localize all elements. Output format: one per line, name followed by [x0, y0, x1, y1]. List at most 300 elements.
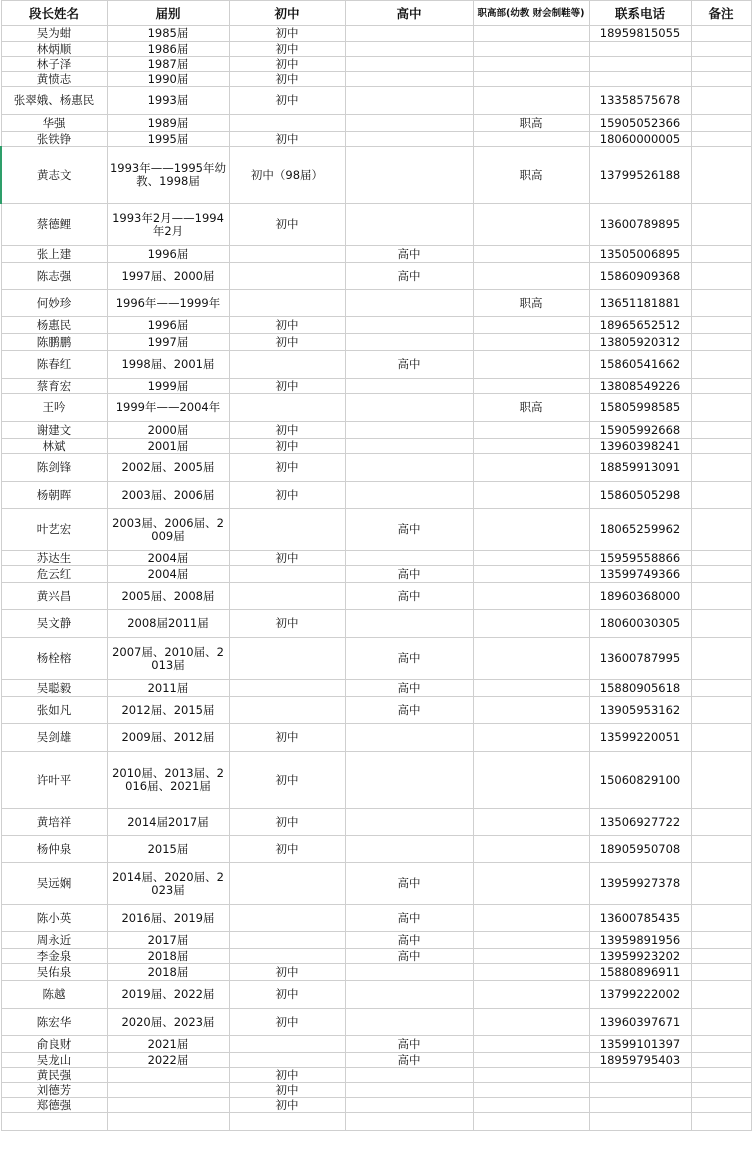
cell-senior[interactable] — [345, 115, 473, 132]
cell-name[interactable]: 周永近 — [1, 932, 107, 949]
cell-note[interactable] — [691, 610, 751, 638]
cell-note[interactable] — [691, 57, 751, 72]
cell-name[interactable]: 黄民强 — [1, 1068, 107, 1083]
cell-name[interactable]: 陈剑锋 — [1, 454, 107, 482]
cell-class[interactable]: 1989届 — [107, 115, 229, 132]
cell-vocational[interactable] — [473, 422, 589, 439]
cell-junior[interactable]: 初中 — [229, 26, 345, 42]
cell-vocational[interactable] — [473, 132, 589, 147]
cell-phone[interactable] — [589, 1098, 691, 1113]
cell-class[interactable]: 2007届、2010届、2013届 — [107, 638, 229, 680]
cell-note[interactable] — [691, 638, 751, 680]
cell-name[interactable]: 林炳顺 — [1, 42, 107, 57]
cell-phone[interactable]: 13651181881 — [589, 290, 691, 317]
cell-vocational[interactable] — [473, 87, 589, 115]
cell-class[interactable]: 2017届 — [107, 932, 229, 949]
cell-name[interactable]: 俞良财 — [1, 1036, 107, 1053]
cell-senior[interactable]: 高中 — [345, 509, 473, 551]
cell-junior[interactable]: 初中 — [229, 1083, 345, 1098]
cell-senior[interactable]: 高中 — [345, 932, 473, 949]
cell-name[interactable]: 郑德强 — [1, 1098, 107, 1113]
cell-note[interactable] — [691, 1098, 751, 1113]
cell-junior[interactable]: 初中 — [229, 981, 345, 1009]
cell-junior[interactable] — [229, 115, 345, 132]
cell-phone[interactable]: 13959923202 — [589, 949, 691, 964]
cell-class[interactable]: 1996年——1999年 — [107, 290, 229, 317]
cell-junior[interactable]: 初中 — [229, 87, 345, 115]
cell-vocational[interactable] — [473, 439, 589, 454]
cell-phone[interactable] — [589, 57, 691, 72]
cell-junior[interactable] — [229, 394, 345, 422]
cell-senior[interactable]: 高中 — [345, 246, 473, 263]
cell-class[interactable]: 2002届、2005届 — [107, 454, 229, 482]
cell-junior[interactable]: 初中 — [229, 610, 345, 638]
cell-name[interactable]: 陈越 — [1, 981, 107, 1009]
cell-class[interactable]: 2021届 — [107, 1036, 229, 1053]
cell-note[interactable] — [691, 1113, 751, 1131]
cell-senior[interactable] — [345, 147, 473, 204]
cell-senior[interactable] — [345, 72, 473, 87]
cell-note[interactable] — [691, 583, 751, 610]
cell-note[interactable] — [691, 905, 751, 932]
cell-phone[interactable]: 13505006895 — [589, 246, 691, 263]
cell-vocational[interactable] — [473, 1068, 589, 1083]
cell-note[interactable] — [691, 422, 751, 439]
cell-name[interactable]: 林子泽 — [1, 57, 107, 72]
cell-name[interactable]: 陈志强 — [1, 263, 107, 290]
cell-class[interactable]: 2005届、2008届 — [107, 583, 229, 610]
cell-note[interactable] — [691, 263, 751, 290]
cell-phone[interactable]: 13799222002 — [589, 981, 691, 1009]
cell-note[interactable] — [691, 1053, 751, 1068]
cell-name[interactable]: 张如凡 — [1, 697, 107, 724]
cell-class[interactable]: 1997届、2000届 — [107, 263, 229, 290]
cell-class[interactable]: 2003届、2006届 — [107, 482, 229, 509]
cell-class[interactable]: 2008届2011届 — [107, 610, 229, 638]
cell-note[interactable] — [691, 482, 751, 509]
cell-name[interactable]: 许叶平 — [1, 752, 107, 809]
cell-senior[interactable] — [345, 964, 473, 981]
cell-phone[interactable]: 13805920312 — [589, 334, 691, 351]
cell-name[interactable]: 李金泉 — [1, 949, 107, 964]
cell-name[interactable]: 黄兴昌 — [1, 583, 107, 610]
cell-vocational[interactable] — [473, 509, 589, 551]
cell-class[interactable]: 1995届 — [107, 132, 229, 147]
cell-note[interactable] — [691, 509, 751, 551]
cell-class[interactable]: 2020届、2023届 — [107, 1009, 229, 1036]
cell-phone[interactable]: 18905950708 — [589, 836, 691, 863]
cell-senior[interactable] — [345, 204, 473, 246]
cell-vocational[interactable] — [473, 454, 589, 482]
cell-note[interactable] — [691, 26, 751, 42]
cell-senior[interactable] — [345, 439, 473, 454]
cell-name[interactable]: 陈春红 — [1, 351, 107, 379]
cell-phone[interactable]: 15880905618 — [589, 680, 691, 697]
cell-vocational[interactable] — [473, 566, 589, 583]
cell-junior[interactable] — [229, 290, 345, 317]
cell-name[interactable]: 蔡育宏 — [1, 379, 107, 394]
cell-junior[interactable]: 初中 — [229, 724, 345, 752]
cell-note[interactable] — [691, 246, 751, 263]
cell-name[interactable]: 张上建 — [1, 246, 107, 263]
cell-phone[interactable]: 15805998585 — [589, 394, 691, 422]
cell-vocational[interactable] — [473, 551, 589, 566]
cell-note[interactable] — [691, 204, 751, 246]
cell-note[interactable] — [691, 752, 751, 809]
cell-phone[interactable]: 13358575678 — [589, 87, 691, 115]
cell-note[interactable] — [691, 42, 751, 57]
cell-class[interactable]: 1997届 — [107, 334, 229, 351]
cell-vocational[interactable]: 职高 — [473, 115, 589, 132]
cell-vocational[interactable] — [473, 42, 589, 57]
cell-vocational[interactable] — [473, 583, 589, 610]
cell-senior[interactable] — [345, 1009, 473, 1036]
cell-junior[interactable]: 初中 — [229, 551, 345, 566]
cell-name[interactable]: 危云红 — [1, 566, 107, 583]
cell-vocational[interactable] — [473, 263, 589, 290]
cell-class[interactable]: 2014届、2020届、2023届 — [107, 863, 229, 905]
cell-note[interactable] — [691, 680, 751, 697]
cell-senior[interactable] — [345, 42, 473, 57]
cell-vocational[interactable] — [473, 949, 589, 964]
cell-junior[interactable] — [229, 1053, 345, 1068]
cell-note[interactable] — [691, 454, 751, 482]
cell-class[interactable]: 1993届 — [107, 87, 229, 115]
cell-junior[interactable]: 初中 — [229, 439, 345, 454]
cell-senior[interactable] — [345, 809, 473, 836]
cell-vocational[interactable] — [473, 1009, 589, 1036]
cell-vocational[interactable] — [473, 351, 589, 379]
cell-name[interactable]: 吴文静 — [1, 610, 107, 638]
cell-class[interactable]: 1996届 — [107, 317, 229, 334]
cell-vocational[interactable] — [473, 1053, 589, 1068]
cell-name[interactable]: 张翠娥、杨惠民 — [1, 87, 107, 115]
cell-name[interactable]: 黄志文 — [1, 147, 107, 204]
cell-junior[interactable]: 初中 — [229, 964, 345, 981]
cell-senior[interactable] — [345, 610, 473, 638]
cell-note[interactable] — [691, 863, 751, 905]
cell-senior[interactable]: 高中 — [345, 1053, 473, 1068]
cell-vocational[interactable]: 职高 — [473, 394, 589, 422]
cell-junior[interactable] — [229, 1113, 345, 1131]
cell-junior[interactable] — [229, 509, 345, 551]
cell-note[interactable] — [691, 132, 751, 147]
cell-junior[interactable] — [229, 949, 345, 964]
cell-senior[interactable] — [345, 379, 473, 394]
cell-class[interactable]: 2004届 — [107, 566, 229, 583]
cell-phone[interactable]: 13960398241 — [589, 439, 691, 454]
cell-class[interactable]: 1996届 — [107, 246, 229, 263]
cell-note[interactable] — [691, 317, 751, 334]
cell-junior[interactable]: 初中 — [229, 72, 345, 87]
cell-senior[interactable] — [345, 394, 473, 422]
cell-junior[interactable]: 初中（98届） — [229, 147, 345, 204]
cell-class[interactable]: 1999届 — [107, 379, 229, 394]
cell-junior[interactable]: 初中 — [229, 317, 345, 334]
cell-class[interactable]: 2018届 — [107, 964, 229, 981]
cell-phone[interactable] — [589, 42, 691, 57]
cell-phone[interactable] — [589, 1083, 691, 1098]
cell-senior[interactable] — [345, 551, 473, 566]
cell-note[interactable] — [691, 290, 751, 317]
cell-class[interactable]: 2012届、2015届 — [107, 697, 229, 724]
cell-note[interactable] — [691, 724, 751, 752]
cell-junior[interactable] — [229, 680, 345, 697]
cell-junior[interactable]: 初中 — [229, 132, 345, 147]
cell-class[interactable]: 1998届、2001届 — [107, 351, 229, 379]
cell-phone[interactable]: 15860541662 — [589, 351, 691, 379]
cell-senior[interactable] — [345, 422, 473, 439]
cell-vocational[interactable] — [473, 72, 589, 87]
cell-phone[interactable]: 13808549226 — [589, 379, 691, 394]
cell-phone[interactable]: 13506927722 — [589, 809, 691, 836]
cell-class[interactable]: 2016届、2019届 — [107, 905, 229, 932]
cell-junior[interactable]: 初中 — [229, 379, 345, 394]
cell-phone[interactable]: 15959558866 — [589, 551, 691, 566]
cell-class[interactable]: 2003届、2006届、2009届 — [107, 509, 229, 551]
cell-name[interactable]: 苏达生 — [1, 551, 107, 566]
cell-note[interactable] — [691, 1068, 751, 1083]
cell-name[interactable]: 吴为蚶 — [1, 26, 107, 42]
cell-junior[interactable]: 初中 — [229, 482, 345, 509]
cell-junior[interactable] — [229, 1036, 345, 1053]
cell-senior[interactable] — [345, 454, 473, 482]
cell-senior[interactable] — [345, 836, 473, 863]
cell-junior[interactable]: 初中 — [229, 836, 345, 863]
cell-class[interactable]: 1993年——1995年幼教、1998届 — [107, 147, 229, 204]
cell-note[interactable] — [691, 379, 751, 394]
cell-senior[interactable] — [345, 1068, 473, 1083]
cell-junior[interactable]: 初中 — [229, 1009, 345, 1036]
cell-note[interactable] — [691, 949, 751, 964]
cell-class[interactable]: 1990届 — [107, 72, 229, 87]
cell-senior[interactable]: 高中 — [345, 863, 473, 905]
cell-note[interactable] — [691, 551, 751, 566]
cell-note[interactable] — [691, 1036, 751, 1053]
cell-name[interactable]: 谢建文 — [1, 422, 107, 439]
cell-senior[interactable] — [345, 1113, 473, 1131]
cell-name[interactable]: 吴龙山 — [1, 1053, 107, 1068]
cell-phone[interactable]: 13905953162 — [589, 697, 691, 724]
cell-note[interactable] — [691, 72, 751, 87]
cell-name[interactable]: 陈小英 — [1, 905, 107, 932]
cell-vocational[interactable] — [473, 246, 589, 263]
cell-class[interactable] — [107, 1098, 229, 1113]
cell-vocational[interactable] — [473, 809, 589, 836]
cell-note[interactable] — [691, 115, 751, 132]
cell-vocational[interactable] — [473, 863, 589, 905]
cell-vocational[interactable]: 职高 — [473, 290, 589, 317]
cell-junior[interactable] — [229, 263, 345, 290]
cell-class[interactable]: 2015届 — [107, 836, 229, 863]
cell-senior[interactable] — [345, 26, 473, 42]
cell-senior[interactable]: 高中 — [345, 263, 473, 290]
cell-phone[interactable]: 13600789895 — [589, 204, 691, 246]
cell-vocational[interactable] — [473, 1083, 589, 1098]
cell-note[interactable] — [691, 439, 751, 454]
cell-senior[interactable] — [345, 87, 473, 115]
cell-senior[interactable]: 高中 — [345, 566, 473, 583]
cell-class[interactable]: 1993年2月——1994年2月 — [107, 204, 229, 246]
cell-note[interactable] — [691, 566, 751, 583]
cell-vocational[interactable] — [473, 697, 589, 724]
cell-note[interactable] — [691, 334, 751, 351]
cell-vocational[interactable] — [473, 57, 589, 72]
cell-name[interactable]: 陈宏华 — [1, 1009, 107, 1036]
cell-name[interactable]: 华强 — [1, 115, 107, 132]
cell-phone[interactable]: 18959815055 — [589, 26, 691, 42]
cell-note[interactable] — [691, 964, 751, 981]
cell-junior[interactable] — [229, 583, 345, 610]
cell-phone[interactable]: 18060030305 — [589, 610, 691, 638]
cell-junior[interactable]: 初中 — [229, 809, 345, 836]
cell-vocational[interactable] — [473, 334, 589, 351]
cell-vocational[interactable] — [473, 1113, 589, 1131]
cell-class[interactable]: 2011届 — [107, 680, 229, 697]
cell-vocational[interactable] — [473, 964, 589, 981]
cell-note[interactable] — [691, 1009, 751, 1036]
cell-phone[interactable]: 15060829100 — [589, 752, 691, 809]
cell-vocational[interactable] — [473, 680, 589, 697]
cell-vocational[interactable] — [473, 610, 589, 638]
cell-phone[interactable]: 15860505298 — [589, 482, 691, 509]
cell-phone[interactable] — [589, 1068, 691, 1083]
cell-class[interactable] — [107, 1113, 229, 1131]
cell-name[interactable]: 杨惠民 — [1, 317, 107, 334]
cell-senior[interactable]: 高中 — [345, 905, 473, 932]
cell-class[interactable]: 2022届 — [107, 1053, 229, 1068]
cell-vocational[interactable] — [473, 905, 589, 932]
cell-class[interactable]: 2001届 — [107, 439, 229, 454]
cell-name[interactable]: 林斌 — [1, 439, 107, 454]
cell-junior[interactable]: 初中 — [229, 57, 345, 72]
cell-name[interactable]: 张铁铮 — [1, 132, 107, 147]
cell-senior[interactable]: 高中 — [345, 1036, 473, 1053]
cell-class[interactable]: 2004届 — [107, 551, 229, 566]
cell-senior[interactable]: 高中 — [345, 583, 473, 610]
cell-junior[interactable] — [229, 638, 345, 680]
cell-class[interactable] — [107, 1083, 229, 1098]
cell-phone[interactable]: 13600785435 — [589, 905, 691, 932]
cell-junior[interactable]: 初中 — [229, 1098, 345, 1113]
cell-senior[interactable]: 高中 — [345, 949, 473, 964]
cell-note[interactable] — [691, 836, 751, 863]
cell-phone[interactable]: 13599749366 — [589, 566, 691, 583]
cell-phone[interactable]: 13600787995 — [589, 638, 691, 680]
cell-note[interactable] — [691, 809, 751, 836]
cell-junior[interactable]: 初中 — [229, 42, 345, 57]
cell-vocational[interactable] — [473, 981, 589, 1009]
cell-name[interactable]: 杨朝晖 — [1, 482, 107, 509]
cell-name[interactable]: 王吟 — [1, 394, 107, 422]
cell-name[interactable]: 吴远娴 — [1, 863, 107, 905]
cell-class[interactable]: 2010届、2013届、2016届、2021届 — [107, 752, 229, 809]
cell-senior[interactable] — [345, 981, 473, 1009]
cell-phone[interactable]: 15860909368 — [589, 263, 691, 290]
cell-class[interactable]: 2014届2017届 — [107, 809, 229, 836]
cell-name[interactable]: 杨仲泉 — [1, 836, 107, 863]
cell-note[interactable] — [691, 1083, 751, 1098]
cell-vocational[interactable] — [473, 204, 589, 246]
cell-class[interactable]: 1985届 — [107, 26, 229, 42]
cell-senior[interactable]: 高中 — [345, 680, 473, 697]
cell-name[interactable]: 陈鹏鹏 — [1, 334, 107, 351]
cell-phone[interactable]: 13799526188 — [589, 147, 691, 204]
cell-name[interactable]: 吴剑雄 — [1, 724, 107, 752]
cell-note[interactable] — [691, 697, 751, 724]
cell-senior[interactable] — [345, 132, 473, 147]
cell-phone[interactable]: 18959795403 — [589, 1053, 691, 1068]
cell-name[interactable]: 吴佑泉 — [1, 964, 107, 981]
cell-phone[interactable]: 18060000005 — [589, 132, 691, 147]
cell-senior[interactable] — [345, 482, 473, 509]
cell-name[interactable]: 杨栓榕 — [1, 638, 107, 680]
cell-senior[interactable] — [345, 57, 473, 72]
cell-senior[interactable] — [345, 724, 473, 752]
cell-phone[interactable] — [589, 72, 691, 87]
cell-vocational[interactable] — [473, 379, 589, 394]
cell-vocational[interactable] — [473, 482, 589, 509]
cell-phone[interactable]: 13960397671 — [589, 1009, 691, 1036]
cell-phone[interactable]: 13599220051 — [589, 724, 691, 752]
cell-name[interactable]: 刘德芳 — [1, 1083, 107, 1098]
cell-vocational[interactable] — [473, 1098, 589, 1113]
cell-note[interactable] — [691, 981, 751, 1009]
cell-senior[interactable] — [345, 752, 473, 809]
cell-vocational[interactable] — [473, 724, 589, 752]
cell-senior[interactable] — [345, 1083, 473, 1098]
cell-phone[interactable]: 18859913091 — [589, 454, 691, 482]
cell-phone[interactable]: 15905992668 — [589, 422, 691, 439]
cell-phone[interactable] — [589, 1113, 691, 1131]
cell-senior[interactable] — [345, 334, 473, 351]
cell-class[interactable]: 2000届 — [107, 422, 229, 439]
cell-junior[interactable] — [229, 905, 345, 932]
cell-junior[interactable] — [229, 246, 345, 263]
cell-phone[interactable]: 15880896911 — [589, 964, 691, 981]
cell-vocational[interactable] — [473, 1036, 589, 1053]
cell-class[interactable]: 2019届、2022届 — [107, 981, 229, 1009]
cell-vocational[interactable] — [473, 26, 589, 42]
cell-class[interactable] — [107, 1068, 229, 1083]
cell-phone[interactable]: 18960368000 — [589, 583, 691, 610]
cell-junior[interactable]: 初中 — [229, 422, 345, 439]
cell-note[interactable] — [691, 351, 751, 379]
cell-note[interactable] — [691, 394, 751, 422]
cell-phone[interactable]: 15905052366 — [589, 115, 691, 132]
cell-vocational[interactable] — [473, 836, 589, 863]
cell-vocational[interactable]: 职高 — [473, 147, 589, 204]
cell-phone[interactable]: 18965652512 — [589, 317, 691, 334]
cell-note[interactable] — [691, 87, 751, 115]
cell-vocational[interactable] — [473, 932, 589, 949]
cell-junior[interactable] — [229, 863, 345, 905]
cell-class[interactable]: 2009届、2012届 — [107, 724, 229, 752]
cell-name[interactable]: 叶艺宏 — [1, 509, 107, 551]
cell-phone[interactable]: 13599101397 — [589, 1036, 691, 1053]
cell-senior[interactable]: 高中 — [345, 697, 473, 724]
cell-junior[interactable]: 初中 — [229, 334, 345, 351]
cell-phone[interactable]: 18065259962 — [589, 509, 691, 551]
cell-senior[interactable]: 高中 — [345, 351, 473, 379]
cell-name[interactable]: 黄愤志 — [1, 72, 107, 87]
cell-junior[interactable] — [229, 566, 345, 583]
cell-junior[interactable] — [229, 351, 345, 379]
cell-class[interactable]: 1999年——2004年 — [107, 394, 229, 422]
cell-note[interactable] — [691, 932, 751, 949]
cell-junior[interactable]: 初中 — [229, 454, 345, 482]
cell-class[interactable]: 1986届 — [107, 42, 229, 57]
